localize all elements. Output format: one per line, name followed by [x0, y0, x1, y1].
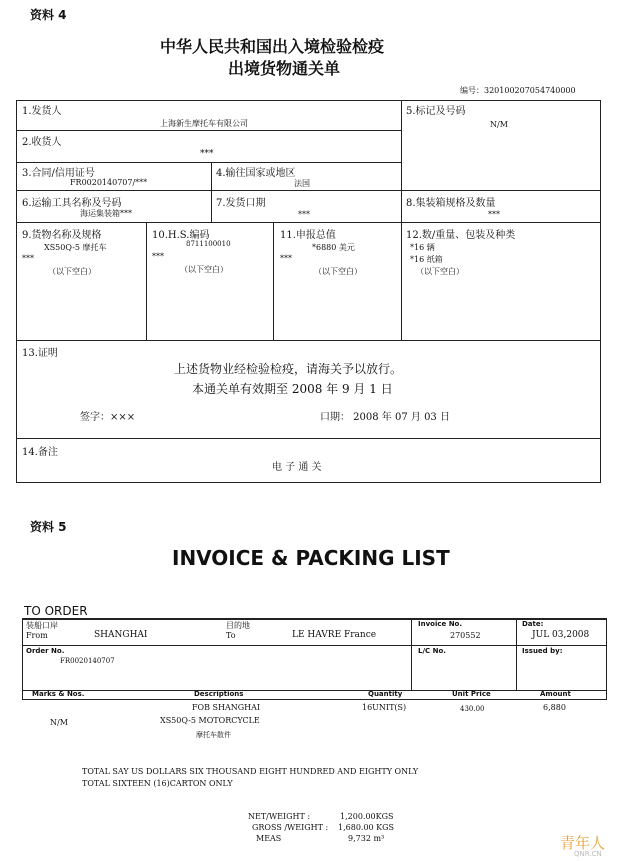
col-amount: Amount: [540, 690, 571, 698]
col-unit-price: Unit Price: [452, 690, 491, 698]
from-label: From: [26, 631, 48, 640]
net-weight-value: 1,200.00KGS: [340, 812, 394, 821]
field-3-value: FR0020140707/***: [70, 178, 148, 187]
gross-weight-label: GROSS /WEIGHT :: [252, 823, 329, 832]
doc1-number: 编号：320100207054740000: [460, 86, 576, 95]
field-13-signature: 签字：×××: [80, 412, 136, 423]
field-8-value: ***: [488, 210, 500, 219]
field-2-value: ***: [200, 149, 214, 159]
field-6-label: 6.运输工具名称及号码: [22, 198, 122, 209]
to-value: LE HAVRE France: [292, 630, 377, 640]
field-10-label: 10.H.S.编码: [152, 230, 210, 241]
row-amount: 6,880: [543, 703, 566, 712]
field-12-value-2: *16 纸箱: [410, 255, 443, 264]
invoice-title: INVOICE & PACKING LIST: [172, 546, 450, 570]
gross-weight-value: 1,680.00 KGS: [338, 823, 395, 832]
field-14-value: 电 子 通 关: [272, 462, 322, 473]
field-10-value-2: ***: [152, 252, 164, 261]
to-cn-label: 目的地: [226, 621, 250, 630]
from-cn-label: 装船口岸: [26, 621, 58, 630]
total-say: TOTAL SAY US DOLLARS SIX THOUSAND EIGHT HUNDRED AND EIGHTY ONLY: [82, 767, 419, 776]
order-no-label: Order No.: [26, 647, 65, 655]
field-4-label: 4.输往国家或地区: [216, 168, 296, 179]
col-marks: Marks & Nos.: [32, 690, 85, 698]
field-11-blank: （以下空白）: [314, 267, 362, 276]
field-4-value: 法国: [294, 179, 310, 188]
order-no-value: FR0020140707: [60, 657, 115, 665]
field-8-label: 8.集装箱规格及数量: [406, 198, 496, 209]
doc1-title-line2: 出境货物通关单: [228, 59, 341, 78]
field-12-label: 12.数/重量、包装及种类: [406, 230, 516, 241]
meas-value: 9,732 m³: [348, 834, 385, 843]
field-9-value-2: ***: [22, 254, 34, 263]
lc-no-label: L/C No.: [418, 647, 446, 655]
net-weight-label: NET/WEIGHT :: [248, 812, 311, 821]
field-12-value: *16 辆: [410, 243, 435, 252]
field-7-label: 7.发货口期: [216, 198, 266, 209]
field-9-label: 9.货物名称及规格: [22, 230, 102, 241]
field-2-label: 2.收货人: [22, 137, 62, 148]
field-10-value: 8711100010: [186, 240, 231, 248]
row-unit-price: 430.00: [460, 705, 485, 713]
field-6-value: 海运集装箱***: [80, 209, 132, 218]
row-desc-goods: XS50Q-5 MOTORCYCLE: [160, 716, 260, 725]
field-12-blank: （以下空白）: [416, 267, 464, 276]
col-quantity: Quantity: [368, 690, 403, 698]
field-11-label: 11.申报总值: [280, 230, 336, 241]
field-13-validity: 本通关单有效期至 2008 年 9 月 1 日: [192, 382, 393, 396]
row-quantity: 16UNIT(S): [362, 703, 407, 712]
doc1-title-line1: 中华人民共和国出入境检验检疫: [160, 37, 385, 56]
from-value: SHANGHAI: [94, 630, 148, 640]
field-7-value: ***: [298, 210, 310, 219]
field-1-value: 上海新生摩托车有限公司: [160, 119, 248, 128]
watermark-name: 青年人: [560, 834, 606, 852]
field-13-statement: 上述货物业经检验检疫，请海关予以放行。: [174, 362, 403, 376]
field-9-blank: （以下空白）: [48, 267, 96, 276]
row-desc-cn: 摩托车散件: [196, 731, 231, 739]
field-14-label: 14.备注: [22, 447, 58, 458]
col-descriptions: Descriptions: [194, 690, 244, 698]
field-9-value: XS50Q-5 摩托车: [44, 243, 107, 252]
date-value: JUL 03,2008: [532, 630, 590, 640]
row-marks: N/M: [50, 718, 68, 727]
field-13-date: 口期： 2008 年 07 月 03 日: [320, 412, 450, 423]
field-3-label: 3.合同/信用证号: [22, 168, 95, 179]
field-1-label: 1.发货人: [22, 106, 62, 117]
field-11-value: *6880 美元: [312, 243, 355, 252]
issued-by-label: Issued by:: [522, 647, 563, 655]
to-order: TO ORDER: [24, 604, 88, 618]
row-desc-terms: FOB SHANGHAI: [192, 703, 261, 712]
field-11-value-2: ***: [280, 254, 292, 263]
section-label-4: 资料 4: [30, 8, 67, 22]
to-label: To: [226, 631, 236, 640]
invoice-no-value: 270552: [450, 631, 481, 640]
field-10-blank: （以下空白）: [180, 265, 228, 274]
field-5-label: 5.标记及号码: [406, 106, 466, 117]
field-5-value: N/M: [490, 120, 508, 129]
section-label-5: 资料 5: [30, 520, 67, 534]
invoice-no-label: Invoice No.: [418, 620, 463, 628]
meas-label: MEAS: [256, 834, 282, 843]
total-cartons: TOTAL SIXTEEN (16)CARTON ONLY: [82, 779, 233, 788]
date-label: Date:: [522, 620, 544, 628]
field-13-label: 13.证明: [22, 348, 58, 359]
watermark-site: QNR.CN: [574, 850, 602, 858]
